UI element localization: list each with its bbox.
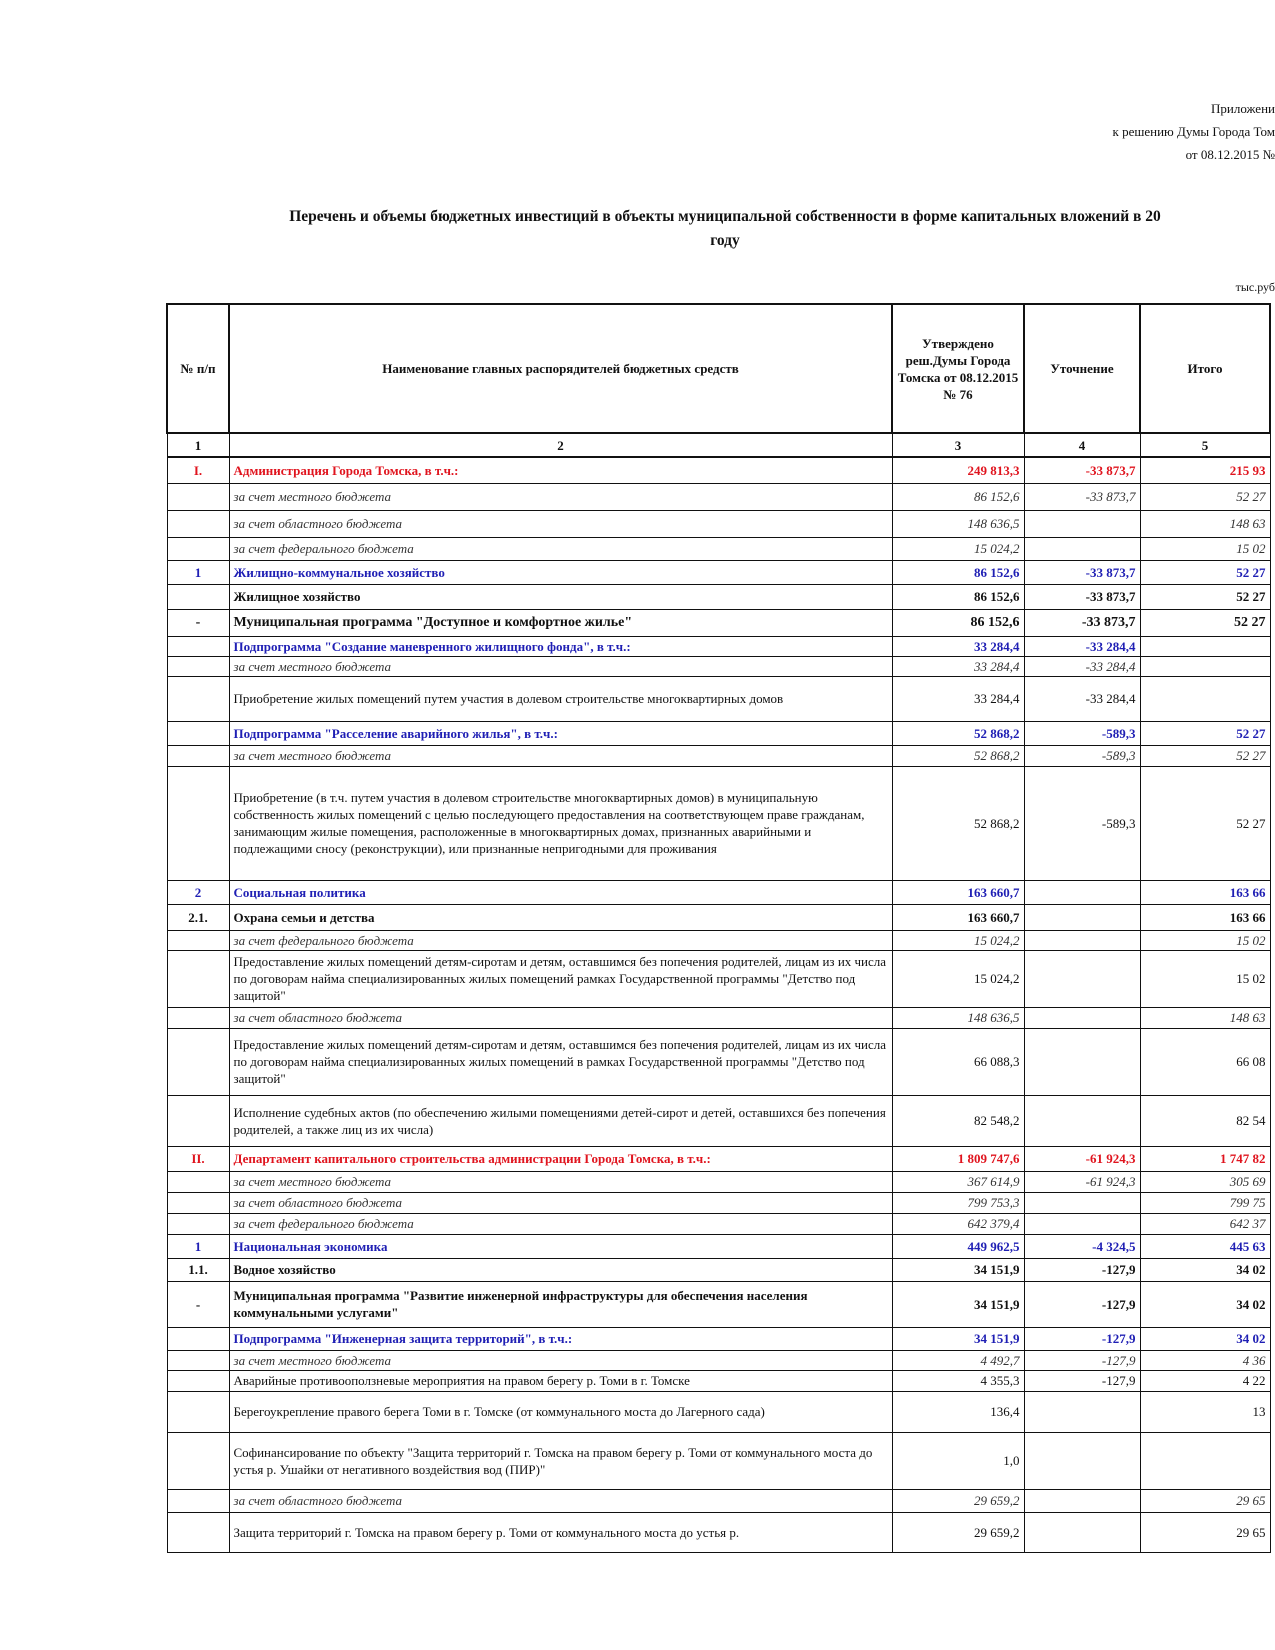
table-row: [167, 721, 1270, 745]
row-change-value: -33 873,7: [1024, 609, 1140, 636]
row-name: Жилищное хозяйство: [229, 584, 892, 609]
row-total-value: 52 27: [1140, 584, 1270, 609]
row-total-value: 15 02: [1140, 537, 1270, 560]
units-label: тыс.руб: [1235, 280, 1275, 294]
table-row: [167, 483, 1270, 510]
row-approved-value: 15 024,2: [892, 930, 1024, 950]
table-row: [167, 1171, 1270, 1192]
row-number: [167, 537, 229, 560]
row-name: Приобретение жилых помещений путем участия в долевом строительстве многоквартирных домов: [229, 676, 892, 721]
row-number: [167, 636, 229, 656]
row-approved-value: 52 868,2: [892, 721, 1024, 745]
row-change-value: [1024, 510, 1140, 537]
row-number: [167, 584, 229, 609]
row-change-value: [1024, 930, 1140, 950]
row-approved-value: 86 152,6: [892, 483, 1024, 510]
row-change-value: -61 924,3: [1024, 1146, 1140, 1171]
row-approved-value: 29 659,2: [892, 1489, 1024, 1512]
row-total-value: 799 75: [1140, 1192, 1270, 1213]
row-name: Муниципальная программа "Доступное и комфортное жилье": [229, 609, 892, 636]
row-change-value: -33 284,4: [1024, 676, 1140, 721]
row-total-value: 642 37: [1140, 1213, 1270, 1234]
row-change-value: [1024, 904, 1140, 930]
row-total-value: [1140, 656, 1270, 676]
table-row: [167, 584, 1270, 609]
row-approved-value: 148 636,5: [892, 510, 1024, 537]
row-approved-value: 66 088,3: [892, 1028, 1024, 1095]
row-approved-value: 82 548,2: [892, 1095, 1024, 1146]
col-header-approved: Утверждено реш.Думы Города Томска от 08.12.2015 № 76: [892, 304, 1024, 433]
row-name: за счет областного бюджета: [229, 1192, 892, 1213]
row-total-value: 1 747 82: [1140, 1146, 1270, 1171]
row-approved-value: 33 284,4: [892, 656, 1024, 676]
row-name: за счет местного бюджета: [229, 656, 892, 676]
row-change-value: [1024, 1095, 1140, 1146]
row-name: за счет областного бюджета: [229, 510, 892, 537]
row-change-value: [1024, 1192, 1140, 1213]
table-row: [167, 1432, 1270, 1489]
row-number: I.: [167, 457, 229, 483]
row-name: Департамент капитального строительства администрации Города Томска, в т.ч.:: [229, 1146, 892, 1171]
row-approved-value: 449 962,5: [892, 1234, 1024, 1258]
table-row: [167, 880, 1270, 904]
table-row: [167, 656, 1270, 676]
row-name: Берегоукрепление правого берега Томи в г. Томске (от коммунального моста до Лагерного сада): [229, 1391, 892, 1432]
row-number: [167, 930, 229, 950]
table-row: [167, 745, 1270, 766]
row-number: [167, 1213, 229, 1234]
row-name: Водное хозяйство: [229, 1258, 892, 1281]
table-row: [167, 537, 1270, 560]
row-change-value: -33 873,7: [1024, 457, 1140, 483]
row-total-value: 52 27: [1140, 721, 1270, 745]
row-approved-value: 34 151,9: [892, 1327, 1024, 1350]
row-name: Предоставление жилых помещений детям-сиротам и детям, оставшимся без попечения родителей, лицам из их числа по договорам найма специализированных жилых помещений рамках Государственной программы "Детство под защитой": [229, 950, 892, 1007]
table-row: [167, 930, 1270, 950]
col-header-change: Уточнение: [1024, 304, 1140, 433]
row-change-value: -61 924,3: [1024, 1171, 1140, 1192]
row-number: 1: [167, 1234, 229, 1258]
row-number: [167, 1350, 229, 1370]
row-change-value: [1024, 1432, 1140, 1489]
row-number: [167, 1095, 229, 1146]
table-row: [167, 676, 1270, 721]
table-row: [167, 1370, 1270, 1391]
table-row: [167, 950, 1270, 1007]
row-total-value: [1140, 636, 1270, 656]
row-name: Предоставление жилых помещений детям-сиротам и детям, оставшимся без попечения родителей, лицам из их числа по договорам найма специализированных жилых помещений в рамках Государственной программы "Детство под защитой": [229, 1028, 892, 1095]
row-total-value: 445 63: [1140, 1234, 1270, 1258]
col-number: 2: [229, 433, 892, 457]
table-row: [167, 1327, 1270, 1350]
row-total-value: 52 27: [1140, 609, 1270, 636]
row-total-value: 29 65: [1140, 1489, 1270, 1512]
row-total-value: 82 54: [1140, 1095, 1270, 1146]
row-change-value: [1024, 1489, 1140, 1512]
row-number: [167, 745, 229, 766]
row-name: Исполнение судебных актов (по обеспечению жилыми помещениями детей-сирот и детей, оставшихся без попечения родителей, а также лиц из их числа): [229, 1095, 892, 1146]
row-change-value: [1024, 537, 1140, 560]
row-total-value: 52 27: [1140, 766, 1270, 880]
table-row: [167, 766, 1270, 880]
row-approved-value: 799 753,3: [892, 1192, 1024, 1213]
row-total-value: 215 93: [1140, 457, 1270, 483]
row-number: 1.1.: [167, 1258, 229, 1281]
row-total-value: 34 02: [1140, 1281, 1270, 1327]
row-total-value: 163 66: [1140, 904, 1270, 930]
row-total-value: 52 27: [1140, 560, 1270, 584]
col-header-total: Итого: [1140, 304, 1270, 433]
table-row: [167, 1007, 1270, 1028]
row-change-value: -127,9: [1024, 1281, 1140, 1327]
table-row: [167, 609, 1270, 636]
row-approved-value: 1 809 747,6: [892, 1146, 1024, 1171]
row-approved-value: 86 152,6: [892, 609, 1024, 636]
col-header-num: № п/п: [167, 304, 229, 433]
row-total-value: 52 27: [1140, 745, 1270, 766]
table-row: [167, 1234, 1270, 1258]
row-approved-value: 4 355,3: [892, 1370, 1024, 1391]
row-change-value: -589,3: [1024, 721, 1140, 745]
table-row: [167, 1095, 1270, 1146]
row-approved-value: 148 636,5: [892, 1007, 1024, 1028]
row-approved-value: 4 492,7: [892, 1350, 1024, 1370]
col-header-name: Наименование главных распорядителей бюджетных средств: [229, 304, 892, 433]
row-name: Подпрограмма "Инженерная защита территорий", в т.ч.:: [229, 1327, 892, 1350]
row-change-value: -33 284,4: [1024, 636, 1140, 656]
row-name: за счет федерального бюджета: [229, 930, 892, 950]
row-number: [167, 721, 229, 745]
table-row: [167, 1213, 1270, 1234]
row-approved-value: 163 660,7: [892, 904, 1024, 930]
row-approved-value: 33 284,4: [892, 636, 1024, 656]
header-date: от 08.12.2015 №: [1185, 147, 1275, 162]
row-name: за счет местного бюджета: [229, 745, 892, 766]
row-number: [167, 1327, 229, 1350]
page-title: [160, 205, 1275, 253]
table-row: [167, 1028, 1270, 1095]
table-row: [167, 560, 1270, 584]
row-change-value: -33 873,7: [1024, 483, 1140, 510]
column-number-row: [167, 433, 1270, 457]
row-total-value: 163 66: [1140, 880, 1270, 904]
row-name: Муниципальная программа "Развитие инженерной инфраструктуры для обеспечения населения коммунальными услугами": [229, 1281, 892, 1327]
row-name: Социальная политика: [229, 880, 892, 904]
row-change-value: -33 873,7: [1024, 584, 1140, 609]
title-line-2: году: [710, 232, 740, 249]
row-number: [167, 510, 229, 537]
row-approved-value: 29 659,2: [892, 1512, 1024, 1552]
table-row: [167, 1192, 1270, 1213]
row-approved-value: 163 660,7: [892, 880, 1024, 904]
row-number: [167, 1171, 229, 1192]
row-total-value: [1140, 1432, 1270, 1489]
row-approved-value: 136,4: [892, 1391, 1024, 1432]
col-number: 4: [1024, 433, 1140, 457]
row-total-value: 15 02: [1140, 950, 1270, 1007]
row-total-value: 34 02: [1140, 1327, 1270, 1350]
header-decision: к решению Думы Города Том: [1112, 124, 1275, 139]
header-appendix: Приложени: [1210, 101, 1275, 116]
row-number: [167, 766, 229, 880]
table-row: [167, 1350, 1270, 1370]
title-line-1: Перечень и объемы бюджетных инвестиций в объекты муниципальной собственности в форме капитальных вложений в 20: [289, 208, 1161, 225]
row-total-value: 4 22: [1140, 1370, 1270, 1391]
row-number: [167, 1192, 229, 1213]
row-change-value: [1024, 1213, 1140, 1234]
row-change-value: [1024, 880, 1140, 904]
row-change-value: -4 324,5: [1024, 1234, 1140, 1258]
col-number: 5: [1140, 433, 1270, 457]
row-total-value: 148 63: [1140, 1007, 1270, 1028]
row-approved-value: 15 024,2: [892, 950, 1024, 1007]
row-total-value: 52 27: [1140, 483, 1270, 510]
row-approved-value: 52 868,2: [892, 766, 1024, 880]
table-header-row: [167, 304, 1270, 433]
row-name: Софинансирование по объекту "Защита территорий г. Томска на правом берегу р. Томи от коммунального моста до устья р. Ушайки от негативного воздействия вод (ПИР)": [229, 1432, 892, 1489]
row-name: Подпрограмма "Создание маневренного жилищного фонда", в т.ч.:: [229, 636, 892, 656]
row-approved-value: 249 813,3: [892, 457, 1024, 483]
row-change-value: [1024, 950, 1140, 1007]
row-number: [167, 1432, 229, 1489]
row-change-value: -127,9: [1024, 1370, 1140, 1391]
row-number: [167, 1391, 229, 1432]
row-approved-value: 642 379,4: [892, 1213, 1024, 1234]
row-approved-value: 86 152,6: [892, 584, 1024, 609]
row-change-value: [1024, 1028, 1140, 1095]
row-total-value: 148 63: [1140, 510, 1270, 537]
row-change-value: -33 284,4: [1024, 656, 1140, 676]
col-number: 3: [892, 433, 1024, 457]
row-total-value: 34 02: [1140, 1258, 1270, 1281]
table-row: [167, 457, 1270, 483]
row-number: [167, 656, 229, 676]
table-row: [167, 1489, 1270, 1512]
row-change-value: -33 873,7: [1024, 560, 1140, 584]
row-number: 2: [167, 880, 229, 904]
table-row: [167, 1391, 1270, 1432]
row-change-value: -127,9: [1024, 1350, 1140, 1370]
row-number: [167, 676, 229, 721]
row-number: -: [167, 1281, 229, 1327]
row-name: за счет федерального бюджета: [229, 1213, 892, 1234]
row-name: за счет областного бюджета: [229, 1489, 892, 1512]
row-number: [167, 1489, 229, 1512]
row-change-value: [1024, 1512, 1140, 1552]
row-number: 2.1.: [167, 904, 229, 930]
row-total-value: 4 36: [1140, 1350, 1270, 1370]
row-name: Администрация Города Томска, в т.ч.:: [229, 457, 892, 483]
row-name: Жилищно-коммунальное хозяйство: [229, 560, 892, 584]
table-row: [167, 510, 1270, 537]
row-number: [167, 1512, 229, 1552]
row-number: [167, 1370, 229, 1391]
row-change-value: [1024, 1391, 1140, 1432]
row-approved-value: 52 868,2: [892, 745, 1024, 766]
table-row: [167, 1258, 1270, 1281]
row-number: 1: [167, 560, 229, 584]
row-approved-value: 367 614,9: [892, 1171, 1024, 1192]
row-number: [167, 1028, 229, 1095]
row-number: II.: [167, 1146, 229, 1171]
investment-table: [166, 303, 1271, 1553]
row-number: -: [167, 609, 229, 636]
row-approved-value: 86 152,6: [892, 560, 1024, 584]
row-approved-value: 33 284,4: [892, 676, 1024, 721]
row-name: Подпрограмма "Расселение аварийного жилья", в т.ч.:: [229, 721, 892, 745]
row-approved-value: 34 151,9: [892, 1258, 1024, 1281]
row-change-value: -589,3: [1024, 745, 1140, 766]
row-total-value: [1140, 676, 1270, 721]
col-number: 1: [167, 433, 229, 457]
row-total-value: 13: [1140, 1391, 1270, 1432]
table-row: [167, 1281, 1270, 1327]
row-name: за счет местного бюджета: [229, 483, 892, 510]
row-number: [167, 950, 229, 1007]
table-row: [167, 904, 1270, 930]
row-change-value: -589,3: [1024, 766, 1140, 880]
row-approved-value: 1,0: [892, 1432, 1024, 1489]
row-approved-value: 15 024,2: [892, 537, 1024, 560]
table-row: [167, 1512, 1270, 1552]
row-total-value: 66 08: [1140, 1028, 1270, 1095]
row-total-value: 305 69: [1140, 1171, 1270, 1192]
row-name: за счет местного бюджета: [229, 1171, 892, 1192]
row-number: [167, 1007, 229, 1028]
row-name: Аварийные противооползневые мероприятия на правом берегу р. Томи в г. Томске: [229, 1370, 892, 1391]
row-total-value: 15 02: [1140, 930, 1270, 950]
row-name: Защита территорий г. Томска на правом берегу р. Томи от коммунального моста до устья р.: [229, 1512, 892, 1552]
row-change-value: -127,9: [1024, 1258, 1140, 1281]
row-change-value: -127,9: [1024, 1327, 1140, 1350]
row-change-value: [1024, 1007, 1140, 1028]
row-number: [167, 483, 229, 510]
row-name: за счет федерального бюджета: [229, 537, 892, 560]
table-row: [167, 1146, 1270, 1171]
row-approved-value: 34 151,9: [892, 1281, 1024, 1327]
row-name: за счет местного бюджета: [229, 1350, 892, 1370]
row-name: за счет областного бюджета: [229, 1007, 892, 1028]
row-name: Приобретение (в т.ч. путем участия в долевом строительстве многоквартирных домов) в муниципальную собственность жилых помещений с целью последующего предоставления на соответствующем праве гражданам, занимающим жилые помещения, расположенные в многоквартирных домах, признанных аварийными и подлежащими сносу (реконструкции), или признанные непригодными для проживания: [229, 766, 892, 880]
row-name: Охрана семьи и детства: [229, 904, 892, 930]
row-name: Национальная экономика: [229, 1234, 892, 1258]
row-total-value: 29 65: [1140, 1512, 1270, 1552]
table-row: [167, 636, 1270, 656]
